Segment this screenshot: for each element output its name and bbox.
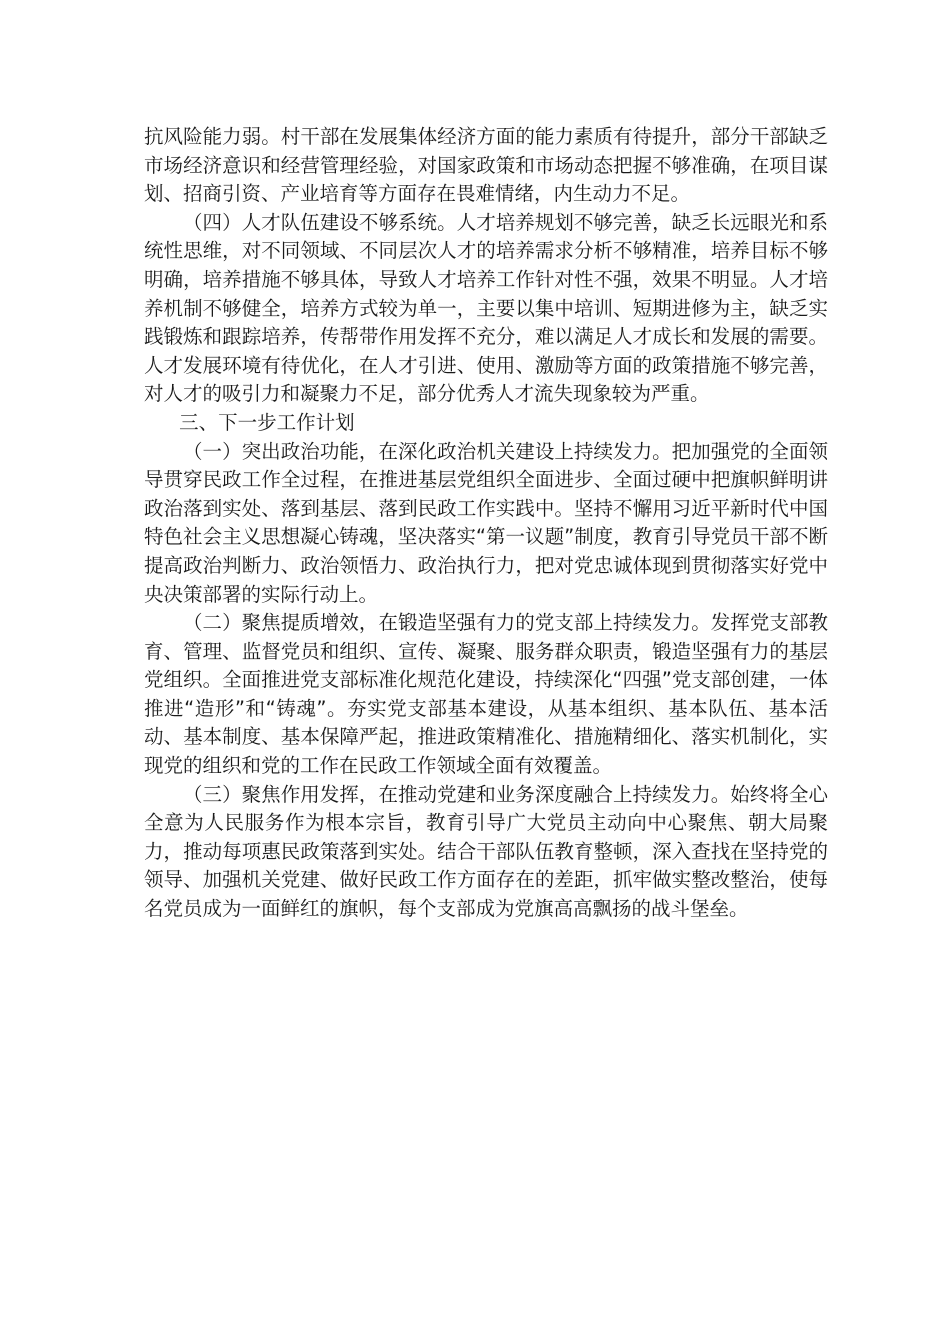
document-body bbox=[144, 123, 828, 924]
paragraph-plan-1: （一）突出政治功能，在深化政治机关建设上持续发力。把加强党的全面领导贯穿民政工作全过程，在推进基层党组织全面进步、全面过硬中把旗帜鲜明讲政治落到实处、落到基层、落到民政工作实践中。坚持不懈用习近平新时代中国特色社会主义思想凝心铸魂，坚决落实“第一议题”制度，教育引导党员干部不断提高政治判断力、政治领悟力、政治执行力，把对党忠诚体现到贯彻落实好党中央决策部署的实际行动上。 bbox=[144, 439, 828, 606]
paragraph-continuation: 抗风险能力弱。村干部在发展集体经济方面的能力素质有待提升，部分干部缺乏市场经济意识和经营管理经验，对国家政策和市场动态把握不够准确，在项目谋划、招商引资、产业培育等方面存在畏难情绪，内生动力不足。 bbox=[144, 125, 828, 206]
paragraph-plan-2: （二）聚焦提质增效，在锻造坚强有力的党支部上持续发力。发挥党支部教育、管理、监督党员和组织、宣传、凝聚、服务群众职责，锻造坚强有力的基层党组织。全面推进党支部标准化规范化建设，持续深化“四强”党支部创建，一体推进“造形”和“铸魂”。夯实党支部基本建设，从基本组织、基本队伍、基本活动、基本制度、基本保障严起，推进政策精准化、措施精细化、落实机制化，实现党的组织和党的工作在民政工作领域全面有效覆盖。 bbox=[144, 611, 828, 778]
paragraph-plan-3: （三）聚焦作用发挥，在推动党建和业务深度融合上持续发力。始终将全心全意为人民服务作为根本宗旨，教育引导广大党员主动向中心聚焦、朝大局聚力，推动每项惠民政策落到实处。结合干部队伍教育整顿，深入查找在坚持党的领导、加强机关党建、做好民政工作方面存在的差距，抓牢做实整改整治，使每名党员成为一面鲜红的旗帜，每个支部成为党旗高高飘扬的战斗堡垒。 bbox=[144, 782, 828, 921]
section-heading-next-plan: 三、下一步工作计划 bbox=[179, 410, 355, 434]
paragraph-talent-team: （四）人才队伍建设不够系统。人才培养规划不够完善，缺乏长远眼光和系统性思维，对不同领域、不同层次人才的培养需求分析不够精准，培养目标不够明确，培养措施不够具体，导致人才培养工作针对性不强，效果不明显。人才培养机制不够健全，培养方式较为单一，主要以集中培训、短期进修为主，缺乏实践锻炼和跟踪培养，传帮带作用发挥不充分，难以满足人才成长和发展的需要。人才发展环境有待优化，在人才引进、使用、激励等方面的政策措施不够完善，对人才的吸引力和凝聚力不足，部分优秀人才流失现象较为严重。 bbox=[144, 210, 828, 406]
